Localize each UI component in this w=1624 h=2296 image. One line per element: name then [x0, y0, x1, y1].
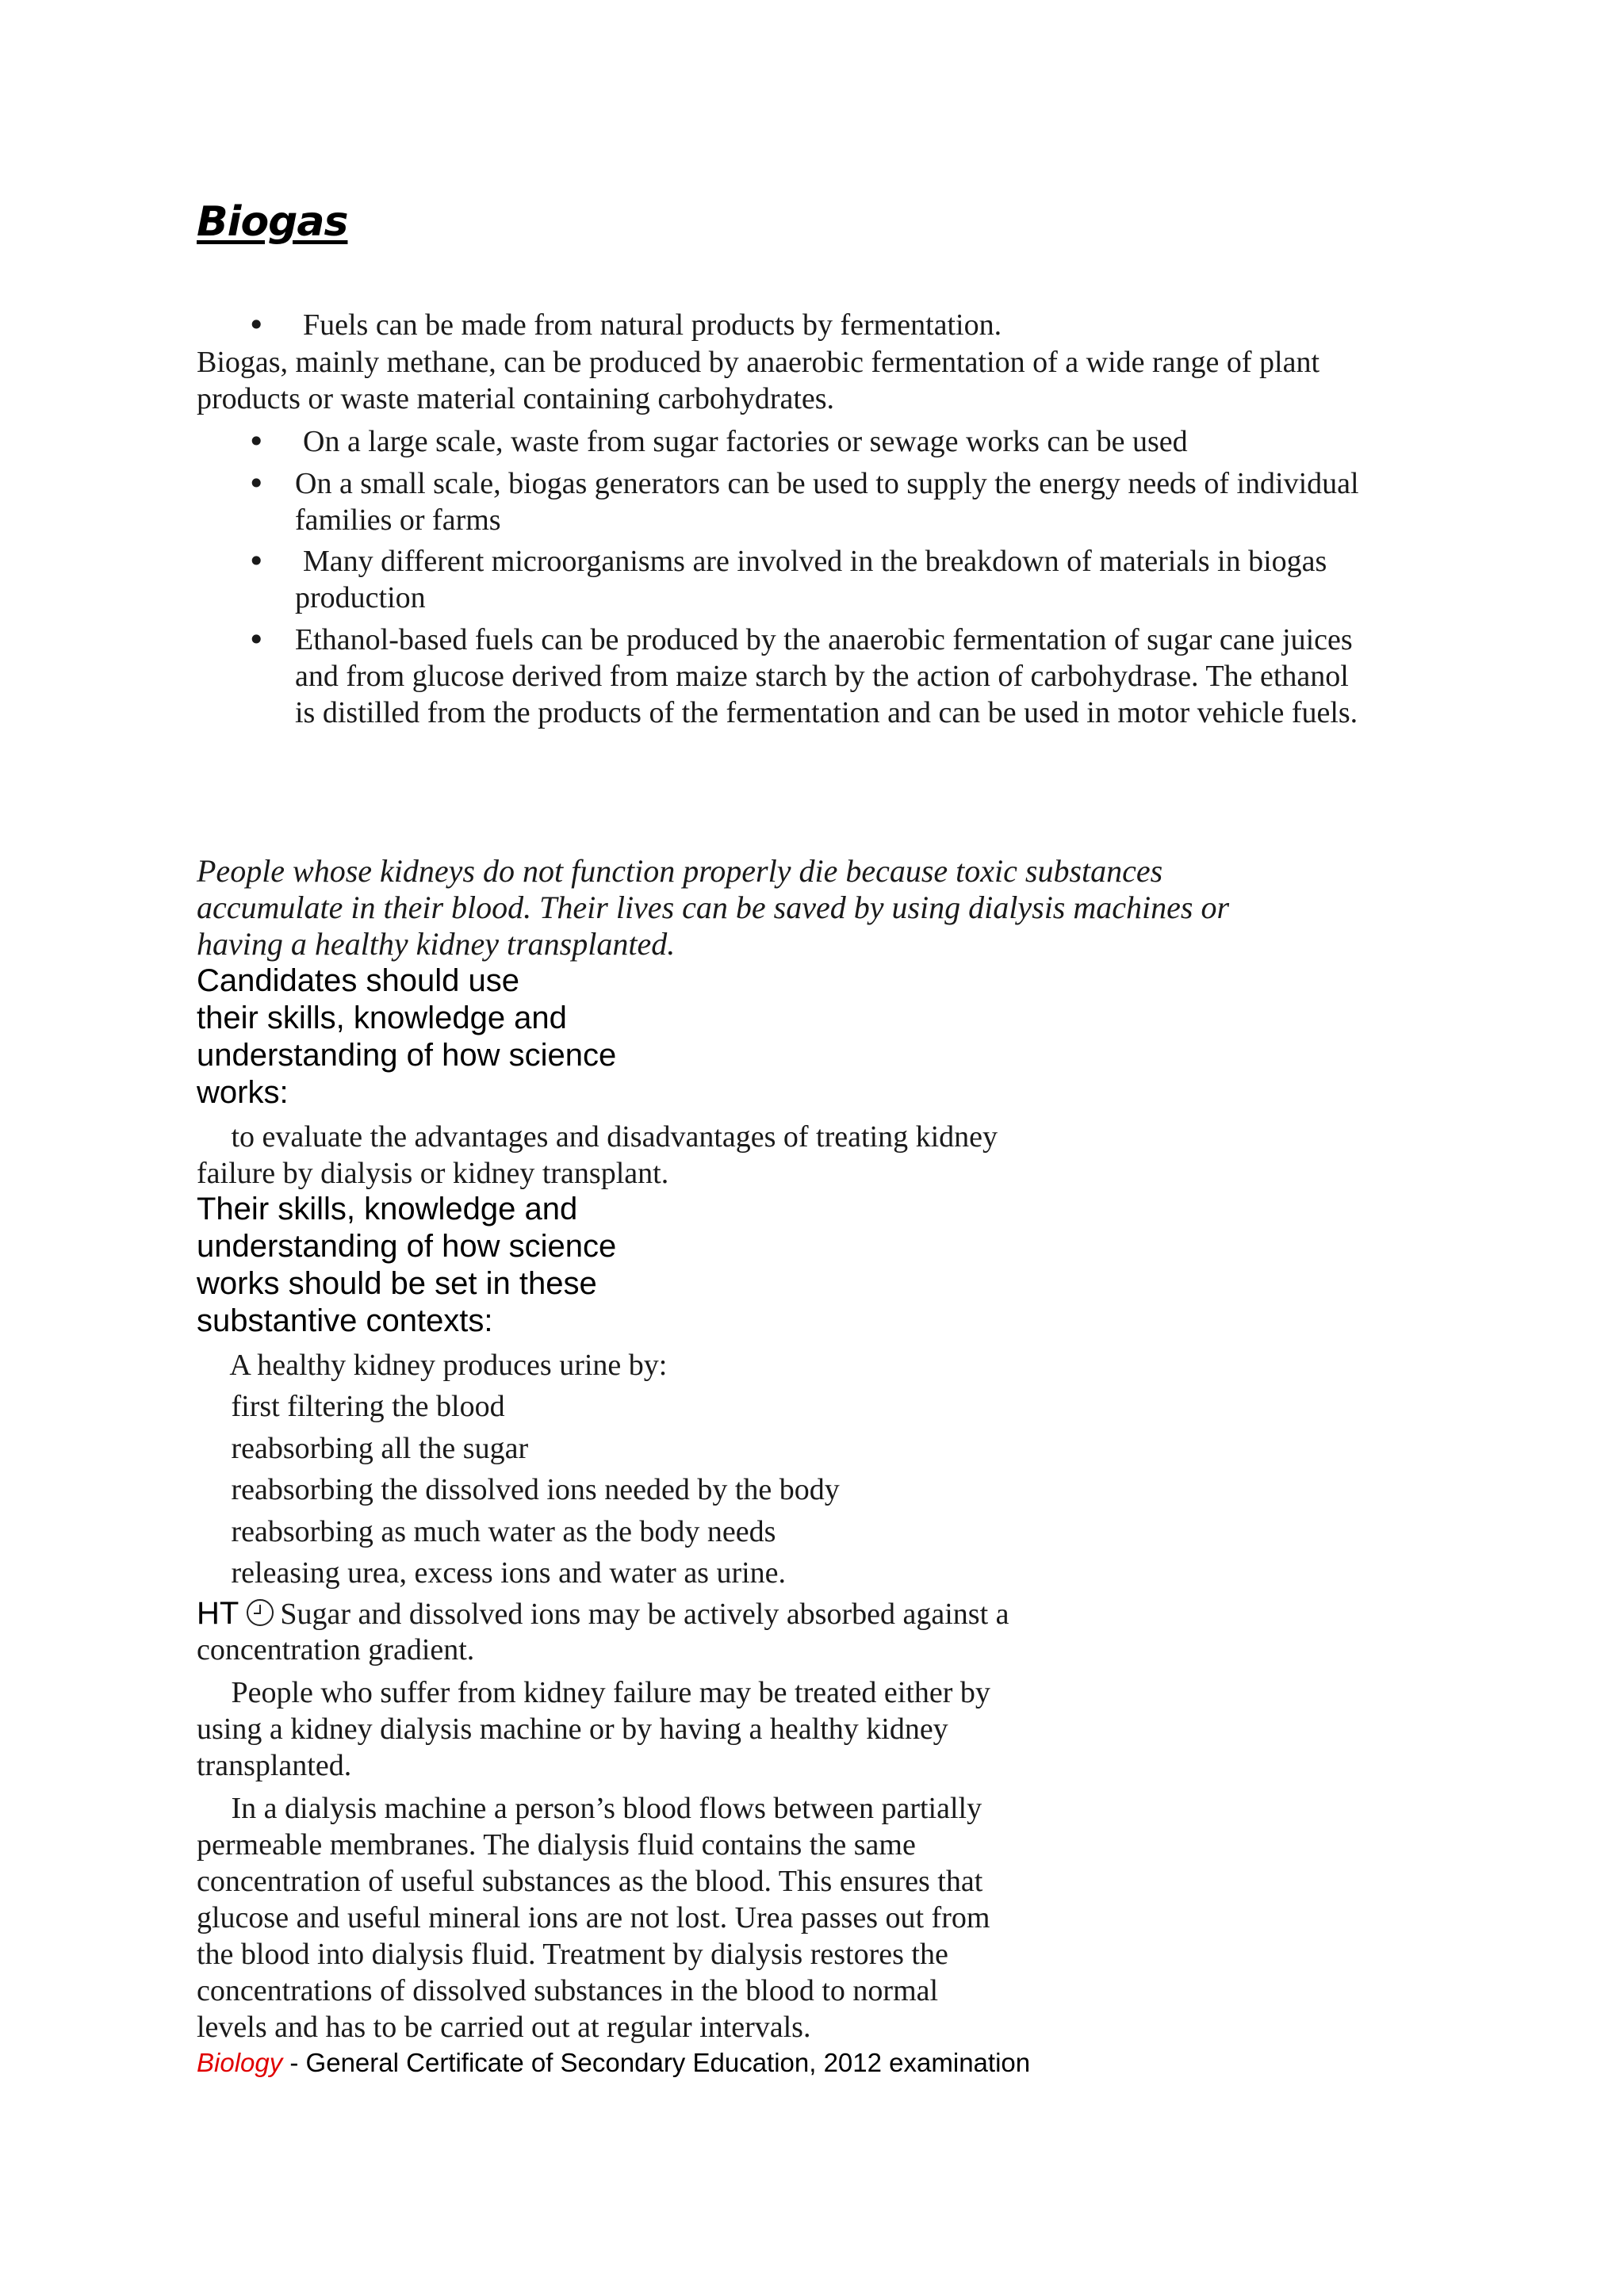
paragraph-line: products or waste material containing carbohydrates. — [197, 382, 835, 415]
item-text: releasing urea, excess ions and water as urine. — [224, 1556, 787, 1590]
paragraph-line: concentrations of dissolved substances in the blood to normal — [197, 1974, 939, 2007]
paragraph-line: concentration of useful substances as the blood. This ensures that — [197, 1865, 983, 1898]
box-item — [197, 1791, 982, 1826]
footer-text: - General Certificate of Secondary Education, 2012 examination — [282, 2048, 1031, 2077]
item-text: reabsorbing as much water as the body needs — [224, 1515, 776, 1548]
paragraph-line: concentration gradient. — [197, 1633, 475, 1667]
heading-line: works: — [197, 1075, 289, 1110]
paragraph-line: transplanted. — [197, 1749, 352, 1782]
box-item — [197, 1348, 667, 1383]
paragraph-line: failure by dialysis or kidney transplant. — [197, 1157, 669, 1190]
bullet-text: is distilled from the products of the fermentation and can be used in motor vehicle fuels. — [295, 696, 1358, 729]
ht-label: HT — [197, 1596, 239, 1631]
bullet-text: Many different microorganisms are involved in the breakdown of materials in biogas — [303, 545, 1327, 578]
box-item — [197, 1514, 776, 1549]
item-text: A healthy kidney produces urine by: — [224, 1349, 668, 1382]
bullet-glyph: • — [247, 308, 266, 342]
intro-line: having a healthy kidney transplanted. — [197, 926, 676, 962]
clock-icon — [247, 1599, 274, 1626]
bullet-text: On a small scale, biogas generators can be used to supply the energy needs of individual — [295, 467, 1359, 500]
heading-line: understanding of how science — [197, 1229, 617, 1264]
item-text: reabsorbing all the sugar — [224, 1432, 529, 1465]
heading-line: their skills, knowledge and — [197, 1001, 567, 1035]
ht-line — [197, 1596, 1009, 1632]
box-item — [197, 1675, 990, 1710]
bullet-glyph: • — [247, 622, 266, 657]
paragraph-line: using a kidney dialysis machine or by having a healthy kidney — [197, 1712, 948, 1746]
box-item — [197, 1472, 840, 1507]
box-item — [197, 1119, 998, 1154]
heading-line: Candidates should use — [197, 963, 519, 998]
paragraph-line: Biogas, mainly methane, can be produced by anaerobic fermentation of a wide range of plant — [197, 346, 1320, 379]
heading-line: works should be set in these — [197, 1266, 597, 1301]
paragraph-line: glucose and useful mineral ions are not lost. Urea passes out from — [197, 1901, 990, 1934]
item-text: In a dialysis machine a person’s blood flows between partially — [224, 1792, 982, 1825]
bullet-text: families or farms — [295, 503, 501, 537]
footer-subject: Biology — [197, 2048, 283, 2077]
page-title: Biogas — [197, 198, 348, 246]
bullet-glyph: • — [247, 466, 266, 501]
bullet-text: production — [295, 581, 426, 614]
item-text: reabsorbing the dissolved ions needed by the body — [224, 1473, 840, 1506]
item-text: first filtering the blood — [224, 1390, 505, 1423]
bullet-glyph: • — [247, 544, 266, 579]
heading-line: understanding of how science — [197, 1038, 617, 1073]
item-text: to evaluate the advantages and disadvantages of treating kidney — [224, 1120, 998, 1154]
bullet-text: On a large scale, waste from sugar factories or sewage works can be used — [303, 425, 1188, 458]
box-item — [197, 1389, 505, 1424]
heading-line: substantive contexts: — [197, 1303, 493, 1338]
intro-line: People whose kidneys do not function properly die because toxic substances — [197, 853, 1163, 889]
box-item — [197, 1431, 528, 1466]
bullet-text: Fuels can be made from natural products by fermentation. — [303, 308, 1002, 342]
paragraph-line: permeable membranes. The dialysis fluid contains the same — [197, 1828, 916, 1862]
heading-line: Their skills, knowledge and — [197, 1192, 578, 1226]
intro-line: accumulate in their blood. Their lives can be saved by using dialysis machines or — [197, 890, 1230, 925]
item-text: People who suffer from kidney failure may be treated either by — [224, 1676, 990, 1709]
footer — [197, 2048, 1030, 2078]
paragraph-line: levels and has to be carried out at regular intervals. — [197, 2011, 811, 2044]
box-item — [197, 1556, 786, 1590]
ht-text: Sugar and dissolved ions may be actively absorbed against a — [280, 1598, 1009, 1631]
bullet-text: and from glucose derived from maize starch by the action of carbohydrase. The ethanol — [295, 660, 1349, 693]
bullet-glyph: • — [247, 424, 266, 459]
bullet-text: Ethanol-based fuels can be produced by the anaerobic fermentation of sugar cane juices — [295, 623, 1353, 656]
paragraph-line: the blood into dialysis fluid. Treatment by dialysis restores the — [197, 1938, 948, 1971]
